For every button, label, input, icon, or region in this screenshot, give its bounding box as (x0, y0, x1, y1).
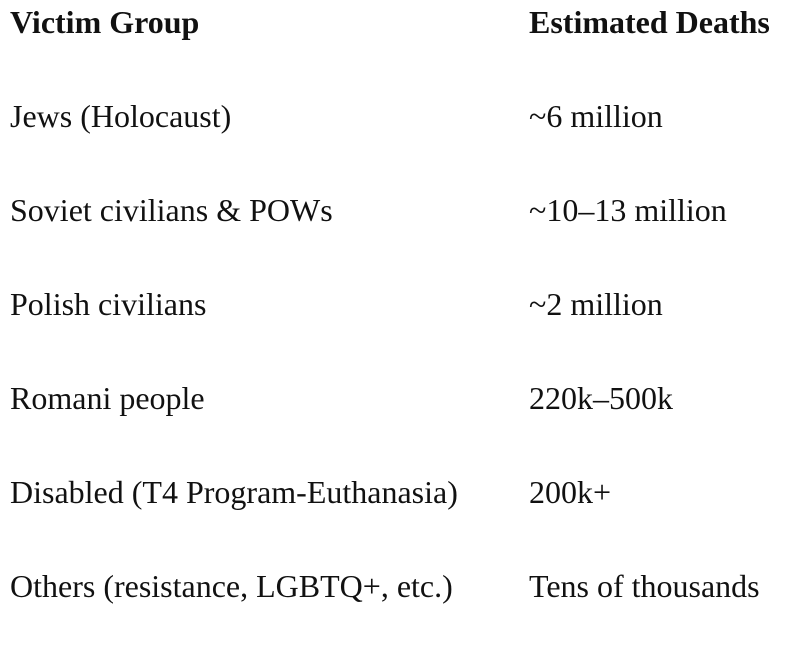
estimated-deaths-cell: 220k–500k (529, 380, 673, 416)
victim-group-cell: Others (resistance, LGBTQ+, etc.) (10, 568, 453, 604)
victim-group-cell: Polish civilians (10, 286, 207, 322)
victim-group-cell: Romani people (10, 380, 205, 416)
header-estimated-deaths: Estimated Deaths (529, 4, 770, 40)
estimated-deaths-cell: ~2 million (529, 286, 663, 322)
header-victim-group: Victim Group (10, 4, 200, 40)
table-row (10, 282, 810, 376)
victim-group-cell: Disabled (T4 Program-Euthanasia) (10, 474, 458, 510)
estimated-deaths-cell: ~10–13 million (529, 192, 727, 228)
table-row (10, 188, 810, 282)
table-row (10, 564, 810, 658)
table-row (10, 94, 810, 188)
table-row (10, 470, 810, 564)
table-row (10, 376, 810, 470)
victims-table (10, 0, 810, 658)
victim-group-cell: Soviet civilians & POWs (10, 192, 333, 228)
estimated-deaths-cell: 200k+ (529, 474, 612, 510)
estimated-deaths-cell: ~6 million (529, 98, 663, 134)
victim-group-cell: Jews (Holocaust) (10, 98, 232, 134)
estimated-deaths-cell: Tens of thousands (529, 568, 760, 604)
table-header-row (10, 0, 810, 94)
